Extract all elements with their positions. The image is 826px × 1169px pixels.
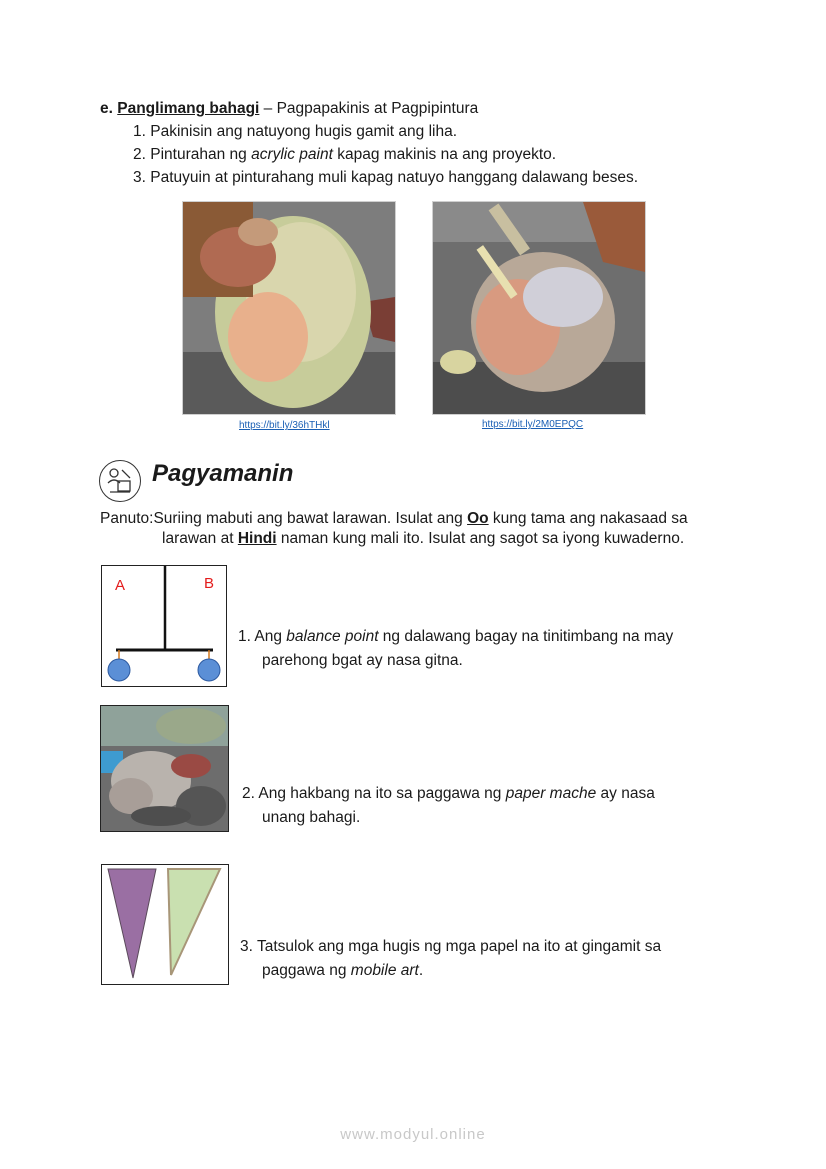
item-text: paggawa ng xyxy=(262,962,351,979)
item-text: Ang hakbang na ito sa paggawa ng xyxy=(258,785,506,802)
step-e-title: Panglimang bahagi xyxy=(117,100,260,117)
item-3-line-2 xyxy=(240,959,661,983)
step-text: kapag makinis na ang proyekto. xyxy=(332,146,557,163)
item-3-line-1 xyxy=(240,935,661,959)
item-number: 3. xyxy=(240,938,253,955)
step-3 xyxy=(133,169,638,187)
instructions-text: larawan at xyxy=(162,530,238,547)
item-text: ng dalawang bagay na tinitimbang na may xyxy=(378,628,674,645)
item-emphasis: paper mache xyxy=(505,785,597,802)
step-e-subtitle: Pagpapakinis at Pagpipintura xyxy=(276,100,479,117)
photo-caption-2[interactable]: https://bit.ly/2M0EPQC xyxy=(482,419,584,430)
item-number: 1. xyxy=(238,628,251,645)
item-text: Tatsulok ang mga hugis ng mga papel na ito at gingamit sa xyxy=(256,938,662,955)
instructions-text: naman kung mali ito. Isulat ang sagot sa iyong kuwaderno. xyxy=(276,530,685,547)
paper-mache-photo xyxy=(100,705,229,832)
item-1-line-2: parehong bgat ay nasa gitna. xyxy=(262,652,463,669)
item-1 xyxy=(238,625,673,673)
step-e-label: e. xyxy=(100,100,113,117)
instructions-text: Suriing mabuti ang bawat larawan. Isulat ang xyxy=(153,510,468,527)
answer-oo: Oo xyxy=(467,510,489,527)
step-e-heading xyxy=(100,100,478,118)
footer-watermark: www.modyul.online xyxy=(340,1126,486,1143)
step-2 xyxy=(133,146,556,164)
instructions-line-2 xyxy=(162,530,684,548)
item-2-line-2: unang bahagi. xyxy=(262,809,361,826)
photo-sanding xyxy=(182,201,396,415)
sanding-illustration xyxy=(183,202,395,414)
triangles-figure xyxy=(101,864,229,985)
step-e-dash: – xyxy=(259,100,277,117)
photo-caption-1[interactable]: https://bit.ly/36hTHkl xyxy=(239,420,330,431)
item-emphasis: balance point xyxy=(286,628,379,645)
section-title: Pagyamanin xyxy=(152,460,294,487)
painting-illustration xyxy=(433,202,645,414)
step-emphasis: acrylic paint xyxy=(251,146,333,163)
step-text: Patuyuin at pinturahang muli kapag natuyo hanggang dalawang beses. xyxy=(150,169,639,186)
label-a: A xyxy=(115,577,126,594)
step-text: Pakinisin ang natuyong hugis gamit ang liha. xyxy=(150,123,458,140)
step-number: 3. xyxy=(133,169,146,186)
step-1 xyxy=(133,123,457,141)
answer-hindi: Hindi xyxy=(237,530,277,547)
item-emphasis: mobile art xyxy=(350,962,419,979)
instructions-text: kung tama ang nakasaad sa xyxy=(488,510,688,527)
item-number: 2. xyxy=(242,785,255,802)
item-2-line-1 xyxy=(242,782,655,806)
item-text: ay nasa xyxy=(596,785,655,802)
item-1-line-1 xyxy=(238,625,673,649)
label-b: B xyxy=(204,575,215,592)
step-number: 1. xyxy=(133,123,146,140)
item-text: . xyxy=(418,962,424,979)
instructions-line-1 xyxy=(100,510,688,528)
step-number: 2. xyxy=(133,146,146,163)
step-text: Pinturahan ng xyxy=(150,146,252,163)
item-text: Ang xyxy=(254,628,287,645)
student-writing-icon xyxy=(99,460,141,502)
photo-painting xyxy=(432,201,646,415)
instructions-label: Panuto: xyxy=(100,510,154,527)
balance-figure xyxy=(101,565,227,687)
item-2 xyxy=(242,782,655,830)
item-3 xyxy=(240,935,661,983)
